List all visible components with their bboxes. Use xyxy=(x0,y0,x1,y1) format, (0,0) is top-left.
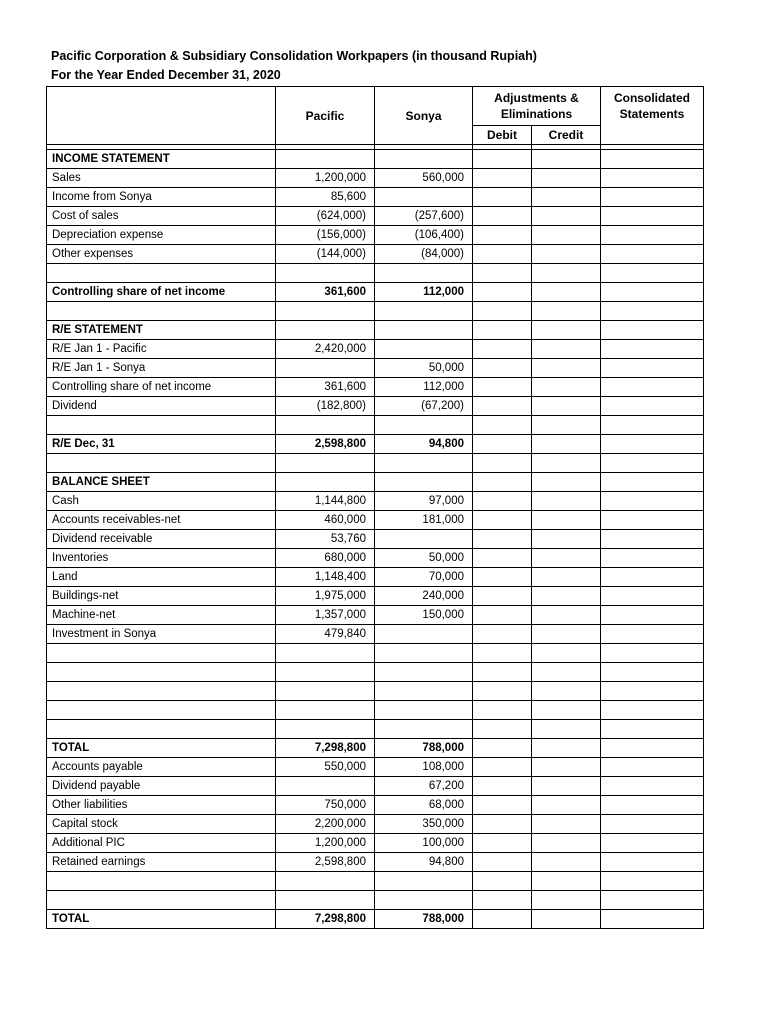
credit-cell xyxy=(532,910,601,929)
table-row xyxy=(47,587,704,606)
debit-cell xyxy=(473,682,532,701)
pacific-value xyxy=(276,891,375,910)
credit-cell xyxy=(532,150,601,169)
credit-cell xyxy=(532,758,601,777)
sonya-value: 68,000 xyxy=(375,796,473,815)
account-label: Controlling share of net income xyxy=(47,378,276,397)
account-label: Controlling share of net income xyxy=(47,283,276,302)
credit-cell xyxy=(532,302,601,321)
consolidated-cell xyxy=(601,264,704,283)
sonya-value: 150,000 xyxy=(375,606,473,625)
consolidated-cell xyxy=(601,245,704,264)
consolidated-cell xyxy=(601,720,704,739)
pacific-value: 1,975,000 xyxy=(276,587,375,606)
account-label: R/E Jan 1 - Pacific xyxy=(47,340,276,359)
debit-cell xyxy=(473,815,532,834)
credit-cell xyxy=(532,834,601,853)
sonya-value xyxy=(375,625,473,644)
table-row xyxy=(47,283,704,302)
account-label: Retained earnings xyxy=(47,853,276,872)
consolidated-cell xyxy=(601,530,704,549)
debit-cell xyxy=(473,321,532,340)
debit-cell xyxy=(473,910,532,929)
table-row xyxy=(47,340,704,359)
consolidated-cell xyxy=(601,416,704,435)
credit-cell xyxy=(532,511,601,530)
debit-cell xyxy=(473,473,532,492)
sonya-value xyxy=(375,682,473,701)
table-row xyxy=(47,150,704,169)
sonya-value xyxy=(375,701,473,720)
sonya-value: 94,800 xyxy=(375,853,473,872)
consolidated-cell xyxy=(601,777,704,796)
debit-cell xyxy=(473,872,532,891)
account-label xyxy=(47,701,276,720)
account-label: R/E Dec, 31 xyxy=(47,435,276,454)
account-label: Sales xyxy=(47,169,276,188)
debit-cell xyxy=(473,549,532,568)
debit-cell xyxy=(473,264,532,283)
credit-cell xyxy=(532,739,601,758)
consolidated-cell xyxy=(601,226,704,245)
pacific-value: 361,600 xyxy=(276,283,375,302)
credit-cell xyxy=(532,815,601,834)
debit-cell xyxy=(473,188,532,207)
debit-cell xyxy=(473,207,532,226)
sonya-value: (67,200) xyxy=(375,397,473,416)
account-label: Cash xyxy=(47,492,276,511)
account-label: Other expenses xyxy=(47,245,276,264)
account-label: Accounts payable xyxy=(47,758,276,777)
pacific-value: (144,000) xyxy=(276,245,375,264)
blank-row xyxy=(47,416,704,435)
consolidated-cell xyxy=(601,625,704,644)
table-row xyxy=(47,568,704,587)
sonya-value xyxy=(375,264,473,283)
pacific-value xyxy=(276,359,375,378)
credit-cell xyxy=(532,435,601,454)
pacific-value: 7,298,800 xyxy=(276,910,375,929)
account-label xyxy=(47,682,276,701)
consolidated-cell xyxy=(601,492,704,511)
debit-cell xyxy=(473,302,532,321)
pacific-value xyxy=(276,473,375,492)
account-label xyxy=(47,302,276,321)
sonya-value: (257,600) xyxy=(375,207,473,226)
consolidation-worksheet-table xyxy=(46,86,704,929)
blank-row xyxy=(47,302,704,321)
debit-cell xyxy=(473,777,532,796)
account-label: Inventories xyxy=(47,549,276,568)
credit-cell xyxy=(532,397,601,416)
table-row xyxy=(47,492,704,511)
sonya-value: 240,000 xyxy=(375,587,473,606)
debit-cell xyxy=(473,606,532,625)
pacific-value: 1,200,000 xyxy=(276,169,375,188)
table-row xyxy=(47,815,704,834)
debit-cell xyxy=(473,340,532,359)
debit-cell xyxy=(473,150,532,169)
sonya-value: 50,000 xyxy=(375,549,473,568)
credit-cell xyxy=(532,606,601,625)
consolidated-cell xyxy=(601,321,704,340)
consolidated-cell xyxy=(601,359,704,378)
credit-cell xyxy=(532,188,601,207)
debit-cell xyxy=(473,625,532,644)
consolidated-cell xyxy=(601,150,704,169)
blank-row xyxy=(47,891,704,910)
pacific-value xyxy=(276,872,375,891)
pacific-value xyxy=(276,302,375,321)
table-row xyxy=(47,530,704,549)
consolidated-cell xyxy=(601,853,704,872)
sonya-value: 50,000 xyxy=(375,359,473,378)
sonya-value: 112,000 xyxy=(375,378,473,397)
table-row xyxy=(47,853,704,872)
pacific-value xyxy=(276,416,375,435)
header-debit: Debit xyxy=(473,126,532,145)
pacific-value xyxy=(276,454,375,473)
sonya-value xyxy=(375,188,473,207)
credit-cell xyxy=(532,283,601,302)
header-credit: Credit xyxy=(532,126,601,145)
consolidated-cell xyxy=(601,207,704,226)
debit-cell xyxy=(473,226,532,245)
consolidated-cell xyxy=(601,283,704,302)
table-row xyxy=(47,549,704,568)
blank-row xyxy=(47,682,704,701)
consolidated-cell xyxy=(601,169,704,188)
debit-cell xyxy=(473,283,532,302)
pacific-value: 460,000 xyxy=(276,511,375,530)
pacific-value: 1,144,800 xyxy=(276,492,375,511)
worksheet-title: Pacific Corporation & Subsidiary Consolidation Workpapers (in thousand Rupiah) xyxy=(51,49,537,63)
debit-cell xyxy=(473,435,532,454)
table-row xyxy=(47,321,704,340)
consolidated-cell xyxy=(601,663,704,682)
account-label: INCOME STATEMENT xyxy=(47,150,276,169)
consolidated-cell xyxy=(601,188,704,207)
account-label: BALANCE SHEET xyxy=(47,473,276,492)
pacific-value: 2,420,000 xyxy=(276,340,375,359)
pacific-value: 1,148,400 xyxy=(276,568,375,587)
debit-cell xyxy=(473,530,532,549)
sonya-value: 70,000 xyxy=(375,568,473,587)
account-label xyxy=(47,644,276,663)
consolidated-cell xyxy=(601,910,704,929)
blank-row xyxy=(47,720,704,739)
sonya-value: 67,200 xyxy=(375,777,473,796)
account-label: Depreciation expense xyxy=(47,226,276,245)
account-label xyxy=(47,872,276,891)
worksheet-subtitle: For the Year Ended December 31, 2020 xyxy=(51,68,281,82)
debit-cell xyxy=(473,663,532,682)
account-label xyxy=(47,454,276,473)
debit-cell xyxy=(473,644,532,663)
pacific-value: 2,598,800 xyxy=(276,853,375,872)
sonya-value: 181,000 xyxy=(375,511,473,530)
credit-cell xyxy=(532,796,601,815)
table-row xyxy=(47,834,704,853)
sonya-value xyxy=(375,321,473,340)
credit-cell xyxy=(532,549,601,568)
table-row xyxy=(47,796,704,815)
credit-cell xyxy=(532,321,601,340)
account-label xyxy=(47,891,276,910)
credit-cell xyxy=(532,777,601,796)
consolidated-cell xyxy=(601,739,704,758)
consolidated-cell xyxy=(601,340,704,359)
pacific-value: (156,000) xyxy=(276,226,375,245)
pacific-value: 85,600 xyxy=(276,188,375,207)
header-sonya: Sonya xyxy=(375,87,473,145)
sonya-value: 94,800 xyxy=(375,435,473,454)
credit-cell xyxy=(532,625,601,644)
sonya-value: 100,000 xyxy=(375,834,473,853)
sonya-value: 788,000 xyxy=(375,739,473,758)
debit-cell xyxy=(473,739,532,758)
account-label: Dividend payable xyxy=(47,777,276,796)
sonya-value xyxy=(375,663,473,682)
credit-cell xyxy=(532,378,601,397)
pacific-value xyxy=(276,644,375,663)
account-label: R/E STATEMENT xyxy=(47,321,276,340)
pacific-value: 7,298,800 xyxy=(276,739,375,758)
sonya-value xyxy=(375,416,473,435)
blank-row xyxy=(47,264,704,283)
debit-cell xyxy=(473,568,532,587)
account-label: Capital stock xyxy=(47,815,276,834)
account-label: Cost of sales xyxy=(47,207,276,226)
account-label: Other liabilities xyxy=(47,796,276,815)
debit-cell xyxy=(473,416,532,435)
credit-cell xyxy=(532,853,601,872)
pacific-value: 479,840 xyxy=(276,625,375,644)
header-adjustments: Adjustments & Eliminations xyxy=(473,87,601,126)
consolidated-cell xyxy=(601,454,704,473)
table-row xyxy=(47,359,704,378)
pacific-value xyxy=(276,777,375,796)
account-label xyxy=(47,264,276,283)
sonya-value xyxy=(375,150,473,169)
sonya-value xyxy=(375,891,473,910)
debit-cell xyxy=(473,720,532,739)
debit-cell xyxy=(473,758,532,777)
pacific-value: (182,800) xyxy=(276,397,375,416)
credit-cell xyxy=(532,568,601,587)
pacific-value: 361,600 xyxy=(276,378,375,397)
header-account-cell xyxy=(47,87,276,145)
sonya-value xyxy=(375,302,473,321)
consolidated-cell xyxy=(601,796,704,815)
sonya-value: 350,000 xyxy=(375,815,473,834)
debit-cell xyxy=(473,587,532,606)
credit-cell xyxy=(532,226,601,245)
consolidated-cell xyxy=(601,872,704,891)
pacific-value: 750,000 xyxy=(276,796,375,815)
pacific-value: 2,598,800 xyxy=(276,435,375,454)
debit-cell xyxy=(473,796,532,815)
credit-cell xyxy=(532,416,601,435)
credit-cell xyxy=(532,264,601,283)
consolidated-cell xyxy=(601,302,704,321)
pacific-value xyxy=(276,150,375,169)
credit-cell xyxy=(532,891,601,910)
consolidated-cell xyxy=(601,701,704,720)
sonya-value xyxy=(375,340,473,359)
consolidated-cell xyxy=(601,587,704,606)
credit-cell xyxy=(532,207,601,226)
table-row xyxy=(47,473,704,492)
consolidated-cell xyxy=(601,397,704,416)
sonya-value: 112,000 xyxy=(375,283,473,302)
header-consolidated: Consolidated Statements xyxy=(601,87,704,145)
table-row xyxy=(47,777,704,796)
account-label: R/E Jan 1 - Sonya xyxy=(47,359,276,378)
blank-row xyxy=(47,644,704,663)
account-label: Dividend xyxy=(47,397,276,416)
credit-cell xyxy=(532,701,601,720)
credit-cell xyxy=(532,663,601,682)
pacific-value xyxy=(276,264,375,283)
table-row xyxy=(47,435,704,454)
account-label: Dividend receivable xyxy=(47,530,276,549)
table-row xyxy=(47,378,704,397)
credit-cell xyxy=(532,359,601,378)
sonya-value: 97,000 xyxy=(375,492,473,511)
table-row xyxy=(47,739,704,758)
account-label xyxy=(47,663,276,682)
consolidated-cell xyxy=(601,511,704,530)
pacific-value: 1,357,000 xyxy=(276,606,375,625)
account-label: Land xyxy=(47,568,276,587)
consolidated-cell xyxy=(601,435,704,454)
blank-row xyxy=(47,872,704,891)
pacific-value: 550,000 xyxy=(276,758,375,777)
table-row xyxy=(47,397,704,416)
consolidated-cell xyxy=(601,378,704,397)
credit-cell xyxy=(532,340,601,359)
consolidated-cell xyxy=(601,644,704,663)
credit-cell xyxy=(532,245,601,264)
pacific-value: 53,760 xyxy=(276,530,375,549)
account-label: Income from Sonya xyxy=(47,188,276,207)
debit-cell xyxy=(473,245,532,264)
sonya-value: (106,400) xyxy=(375,226,473,245)
credit-cell xyxy=(532,872,601,891)
table-row xyxy=(47,226,704,245)
credit-cell xyxy=(532,587,601,606)
table-row xyxy=(47,207,704,226)
credit-cell xyxy=(532,454,601,473)
sonya-value xyxy=(375,454,473,473)
credit-cell xyxy=(532,682,601,701)
blank-row xyxy=(47,663,704,682)
debit-cell xyxy=(473,511,532,530)
debit-cell xyxy=(473,397,532,416)
table-row xyxy=(47,625,704,644)
pacific-value xyxy=(276,701,375,720)
account-label: TOTAL xyxy=(47,739,276,758)
pacific-value: (624,000) xyxy=(276,207,375,226)
debit-cell xyxy=(473,378,532,397)
table-row xyxy=(47,188,704,207)
table-row xyxy=(47,511,704,530)
sonya-value xyxy=(375,473,473,492)
credit-cell xyxy=(532,720,601,739)
debit-cell xyxy=(473,169,532,188)
credit-cell xyxy=(532,473,601,492)
pacific-value: 2,200,000 xyxy=(276,815,375,834)
pacific-value xyxy=(276,663,375,682)
table-row xyxy=(47,758,704,777)
consolidated-cell xyxy=(601,473,704,492)
sonya-value xyxy=(375,720,473,739)
credit-cell xyxy=(532,169,601,188)
account-label: Machine-net xyxy=(47,606,276,625)
debit-cell xyxy=(473,359,532,378)
pacific-value: 680,000 xyxy=(276,549,375,568)
consolidated-cell xyxy=(601,606,704,625)
table-row xyxy=(47,169,704,188)
debit-cell xyxy=(473,891,532,910)
consolidated-cell xyxy=(601,815,704,834)
pacific-value: 1,200,000 xyxy=(276,834,375,853)
credit-cell xyxy=(532,530,601,549)
table-row xyxy=(47,245,704,264)
sonya-value: 108,000 xyxy=(375,758,473,777)
blank-row xyxy=(47,454,704,473)
sonya-value: (84,000) xyxy=(375,245,473,264)
account-label: Accounts receivables-net xyxy=(47,511,276,530)
account-label xyxy=(47,416,276,435)
credit-cell xyxy=(532,492,601,511)
pacific-value xyxy=(276,321,375,340)
blank-row xyxy=(47,701,704,720)
debit-cell xyxy=(473,701,532,720)
debit-cell xyxy=(473,492,532,511)
consolidated-cell xyxy=(601,834,704,853)
account-label: Additional PIC xyxy=(47,834,276,853)
sonya-value xyxy=(375,872,473,891)
header-pacific: Pacific xyxy=(276,87,375,145)
sonya-value xyxy=(375,644,473,663)
pacific-value xyxy=(276,720,375,739)
pacific-value xyxy=(276,682,375,701)
table-row xyxy=(47,910,704,929)
consolidated-cell xyxy=(601,682,704,701)
sonya-value: 788,000 xyxy=(375,910,473,929)
sonya-value xyxy=(375,530,473,549)
debit-cell xyxy=(473,834,532,853)
account-label xyxy=(47,720,276,739)
sonya-value: 560,000 xyxy=(375,169,473,188)
credit-cell xyxy=(532,644,601,663)
account-label: Buildings-net xyxy=(47,587,276,606)
consolidated-cell xyxy=(601,568,704,587)
consolidated-cell xyxy=(601,891,704,910)
debit-cell xyxy=(473,454,532,473)
account-label: TOTAL xyxy=(47,910,276,929)
table-row xyxy=(47,606,704,625)
account-label: Investment in Sonya xyxy=(47,625,276,644)
consolidated-cell xyxy=(601,758,704,777)
debit-cell xyxy=(473,853,532,872)
consolidated-cell xyxy=(601,549,704,568)
